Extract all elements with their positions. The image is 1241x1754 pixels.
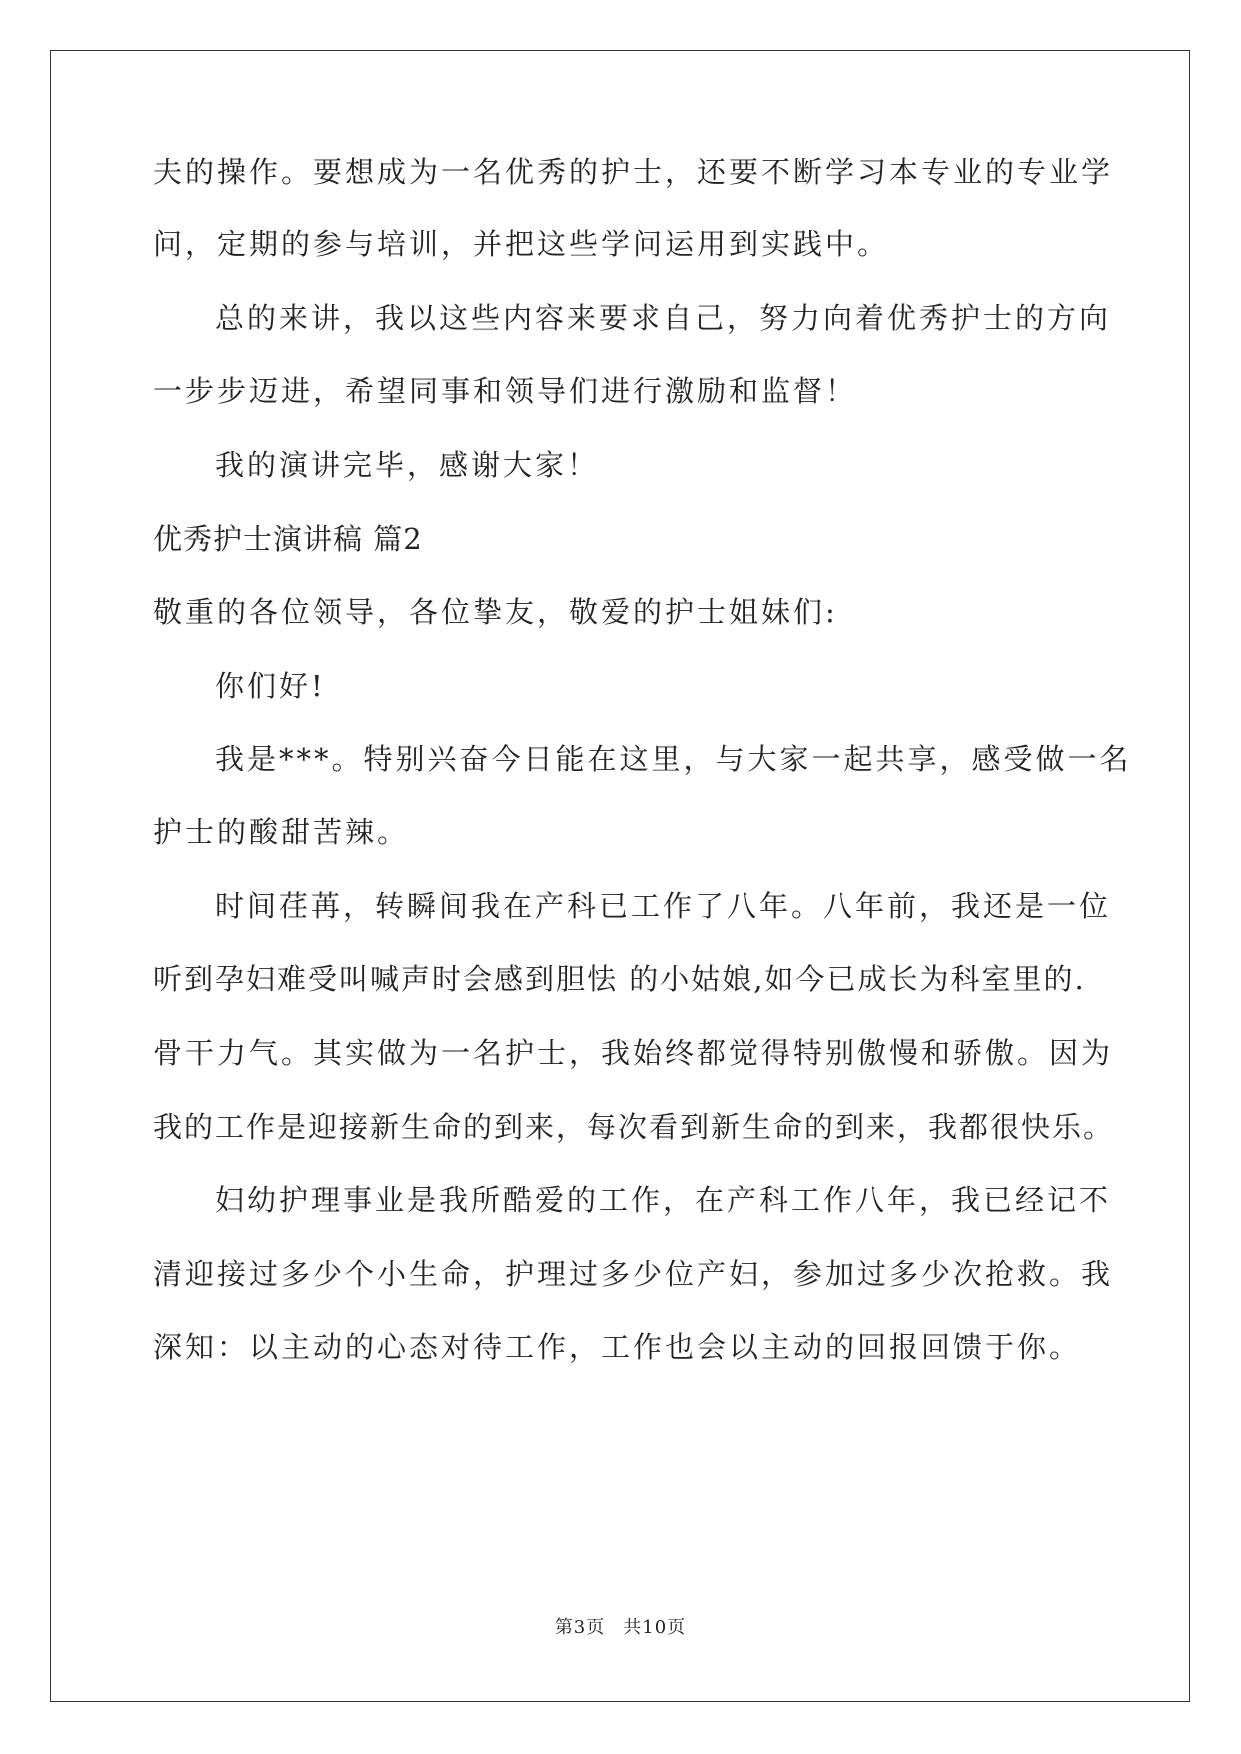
page-number: 第3页	[554, 1617, 606, 1638]
text-line: 问，定期的参与培训，并把这些学问运用到实践中。	[153, 227, 890, 261]
text-line: 我是***。特别兴奋今日能在这里，与大家一起共享，感受做一名	[215, 742, 1132, 776]
text-line: 护士的酸甜苦辣。	[153, 815, 410, 849]
text-line: 夫的操作。要想成为一名优秀的护士，还要不断学习本专业的专业学	[153, 155, 1114, 189]
text-line: 我的演讲完毕，感谢大家！	[215, 448, 600, 482]
text-line: 妇幼护理事业是我所酷爱的工作，在产科工作八年，我已经记不	[215, 1183, 1112, 1217]
text-line: 深知：以主动的心态对待工作，工作也会以主动的回报回馈于你。	[153, 1330, 1082, 1364]
text-line: 时间荏苒，转瞬间我在产科已工作了八年。八年前，我还是一位	[215, 889, 1112, 923]
text-line: 清迎接过多少个小生命，护理过多少位产妇，参加过多少次抢救。我	[153, 1257, 1114, 1291]
text-line: 一步步迈进，希望同事和领导们进行激励和监督！	[153, 374, 858, 408]
text-line: 骨干力气。其实做为一名护士，我始终都觉得特别傲慢和骄傲。因为	[153, 1036, 1114, 1070]
page-border	[50, 50, 1190, 1702]
text-line: 听到孕妇难受叫喊声时会感到胆怯 的小姑娘,如今已成长为科室里的.	[153, 962, 1086, 996]
text-line: 敬重的各位领导，各位挚友，敬爱的护士姐妹们:	[153, 595, 838, 629]
page-footer	[0, 1617, 1241, 1639]
text-line: 我的工作是迎接新生命的到来，每次看到新生命的到来，我都很快乐。	[153, 1110, 1115, 1144]
page-total: 共10页	[623, 1617, 687, 1638]
section-heading: 优秀护士演讲稿 篇2	[153, 522, 423, 556]
text-line: 你们好!	[215, 669, 326, 703]
text-line: 总的来讲，我以这些内容来要求自己，努力向着优秀护士的方向	[215, 301, 1112, 335]
